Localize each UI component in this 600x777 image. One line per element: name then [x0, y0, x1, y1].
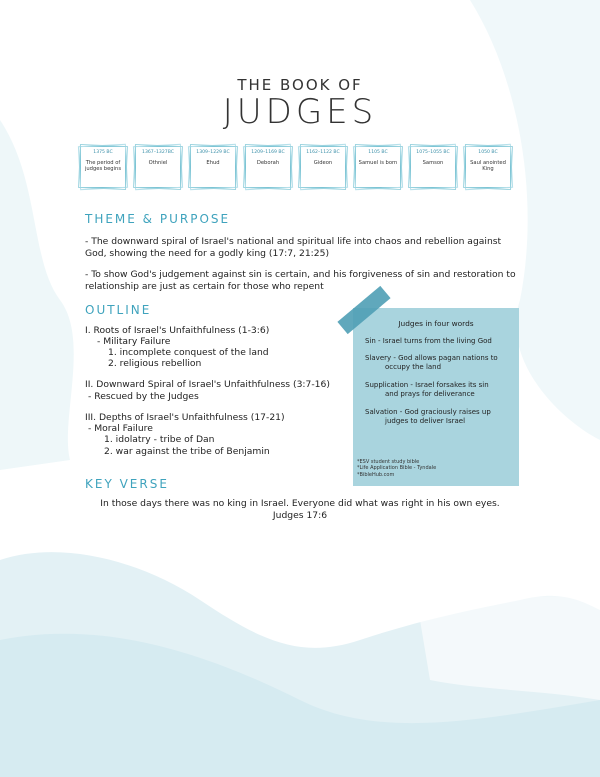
timeline-item	[355, 146, 401, 188]
note-item	[365, 354, 498, 372]
outline-line: I. Roots of Israel's Unfaithfulness (1-3:6)	[85, 325, 270, 336]
outline-line: 1. idolatry - tribe of Dan	[104, 434, 215, 445]
note-source: *Life Application Bible - Tyndale	[357, 465, 437, 472]
timeline-label: Samson	[422, 159, 444, 166]
outline-line: - Moral Failure	[88, 423, 153, 434]
note-sources	[357, 459, 436, 478]
outline-line: II. Downward Spiral of Israel's Unfaithfulness (3:7-16)	[85, 379, 330, 390]
theme-paragraph-1: - The downward spiral of Israel's national and spiritual life into chaos and rebellion against God, showing the need for a godly king (17:7, 21:25)	[85, 236, 502, 259]
timeline-item	[465, 146, 511, 188]
timeline-date: 1375 BC	[93, 150, 113, 155]
key-verse-reference: Judges 17:6	[272, 509, 328, 521]
timeline-date: 1367–1327BC	[142, 150, 174, 155]
timeline-item	[190, 146, 236, 188]
timeline-date: 1075–1055 BC	[416, 150, 450, 155]
outline-line: 2. religious rebellion	[108, 358, 202, 369]
timeline-date: 1309–1229 BC	[196, 150, 230, 155]
note-source: *ESV student study bible	[357, 459, 420, 465]
timeline	[80, 146, 520, 192]
theme-heading: THEME & PURPOSE	[85, 212, 231, 226]
note-item-line: judges to deliver Israel	[385, 417, 466, 426]
timeline-label: Saul anointed King	[470, 159, 506, 173]
timeline-label: Othniel	[148, 159, 168, 166]
theme-paragraph-2: - To show God's judgement against sin is certain, and his forgiveness of sin and restoration to relationship are just as certain for those who repent	[85, 269, 516, 292]
outline-line: III. Depths of Israel's Unfaithfulness (17-21)	[85, 412, 285, 423]
outline-line: 2. war against the tribe of Benjamin	[104, 446, 270, 457]
outline-line: - Military Failure	[97, 336, 171, 347]
key-verse-text: In those days there was no king in Israel. Everyone did what was right in his own eyes.	[100, 498, 500, 509]
timeline-item	[245, 146, 291, 188]
note-item	[365, 337, 492, 346]
timeline-label: Deborah	[256, 159, 280, 166]
timeline-label: Ehud	[206, 159, 220, 166]
timeline-date: 1209–1169 BC	[251, 150, 285, 155]
note-item-line: Supplication - Israel forsakes its sin	[365, 381, 489, 389]
note-item-line: and prays for deliverance	[385, 390, 475, 399]
timeline-label: Samuel is born	[358, 159, 398, 166]
timeline-item	[80, 146, 126, 188]
note-item-line: occupy the land	[385, 363, 442, 372]
timeline-label: Gideon	[313, 159, 333, 166]
timeline-item	[135, 146, 181, 188]
note-item-line: Slavery - God allows pagan nations to	[365, 354, 498, 362]
timeline-date: 1162–1122 BC	[306, 150, 340, 155]
note-title: Judges in four words	[398, 319, 474, 328]
note-source: *BibleHub.com	[357, 471, 395, 478]
key-verse	[0, 498, 600, 522]
note-item	[365, 408, 491, 426]
title-small: THE BOOK OF	[237, 76, 363, 94]
note-item-line: Sin - Israel turns from the living God	[365, 337, 492, 345]
outline-line: - Rescued by the Judges	[88, 391, 199, 402]
timeline-label: The period of judges begins	[84, 159, 122, 173]
outline-line: 1. incomplete conquest of the land	[108, 347, 269, 358]
outline-heading: OUTLINE	[85, 303, 152, 317]
timeline-item	[300, 146, 346, 188]
timeline-item	[410, 146, 456, 188]
timeline-date: 1105 BC	[368, 150, 388, 155]
key-verse-heading: KEY VERSE	[85, 477, 169, 491]
page-title: JUDGES	[222, 92, 378, 132]
note-item	[365, 381, 489, 399]
timeline-date: 1050 BC	[478, 150, 498, 155]
note-item-line: Salvation - God graciously raises up	[365, 408, 491, 416]
